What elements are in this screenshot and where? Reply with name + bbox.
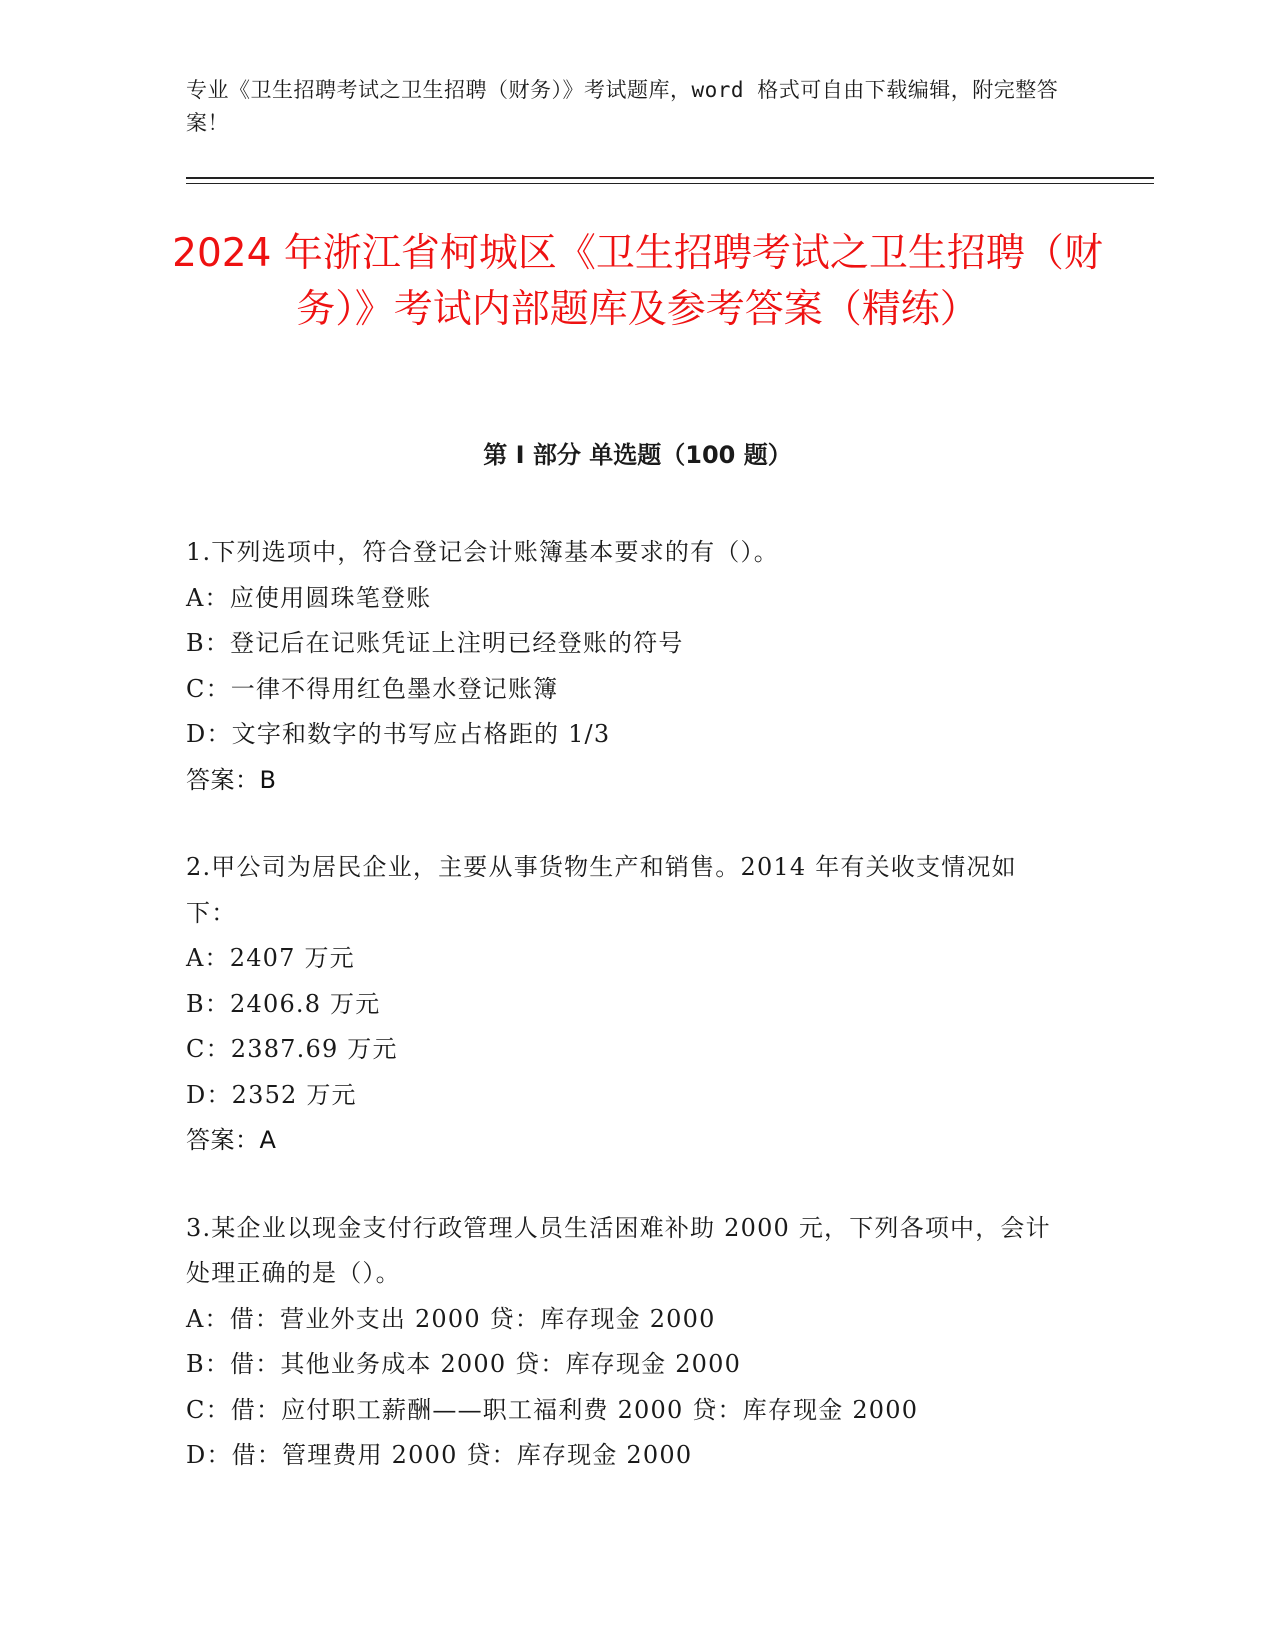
option-b: B：2406.8 万元	[186, 989, 381, 1018]
header-note: 专业《卫生招聘考试之卫生招聘（财务）》考试题库，word 格式可自由下载编辑，附完整答案！	[186, 78, 1059, 135]
option-d: D：借：管理费用 2000 贷：库存现金 2000	[186, 1441, 693, 1469]
section-title: 第 I 部分 单选题（100 题）	[483, 441, 792, 469]
question-stem: 2.甲公司为居民企业，主要从事货物生产和销售。2014 年有关收支情况如下：	[186, 853, 1017, 927]
question-1	[186, 530, 1066, 803]
option-b: B：登记后在记账凭证上注明已经登账的符号	[186, 629, 684, 657]
option-a: A：借：营业外支出 2000 贷：库存现金 2000	[186, 1304, 716, 1333]
option-c: C：2387.69 万元	[186, 1035, 398, 1063]
question-stem: 3.某企业以现金支付行政管理人员生活困难补助 2000 元，下列各项中，会计处理正确的是（）。	[186, 1213, 1051, 1287]
question-list	[186, 530, 1066, 1521]
option-c: C：借：应付职工薪酬——职工福利费 2000 贷：库存现金 2000	[186, 1395, 919, 1424]
answer-label: 答案：B	[186, 765, 277, 794]
question-stem: 1.下列选项中，符合登记会计账簿基本要求的有（）。	[186, 538, 779, 566]
answer-label: 答案：A	[186, 1126, 277, 1154]
question-3	[186, 1206, 1066, 1479]
option-a: A：2407 万元	[186, 944, 355, 972]
document-title: 2024 年浙江省柯城区《卫生招聘考试之卫生招聘（财务）》考试内部题库及参考答案（精练）	[172, 231, 1103, 332]
question-2	[186, 845, 1066, 1164]
header-rule-thick	[186, 177, 1154, 179]
option-c: C：一律不得用红色墨水登记账簿	[186, 674, 559, 703]
option-d: D：2352 万元	[186, 1080, 357, 1109]
option-d: D：文字和数字的书写应占格距的 1/3	[186, 720, 611, 748]
option-a: A：应使用圆珠笔登账	[186, 583, 432, 612]
header-rule-thin	[186, 183, 1154, 184]
option-b: B：借：其他业务成本 2000 贷：库存现金 2000	[186, 1350, 742, 1378]
